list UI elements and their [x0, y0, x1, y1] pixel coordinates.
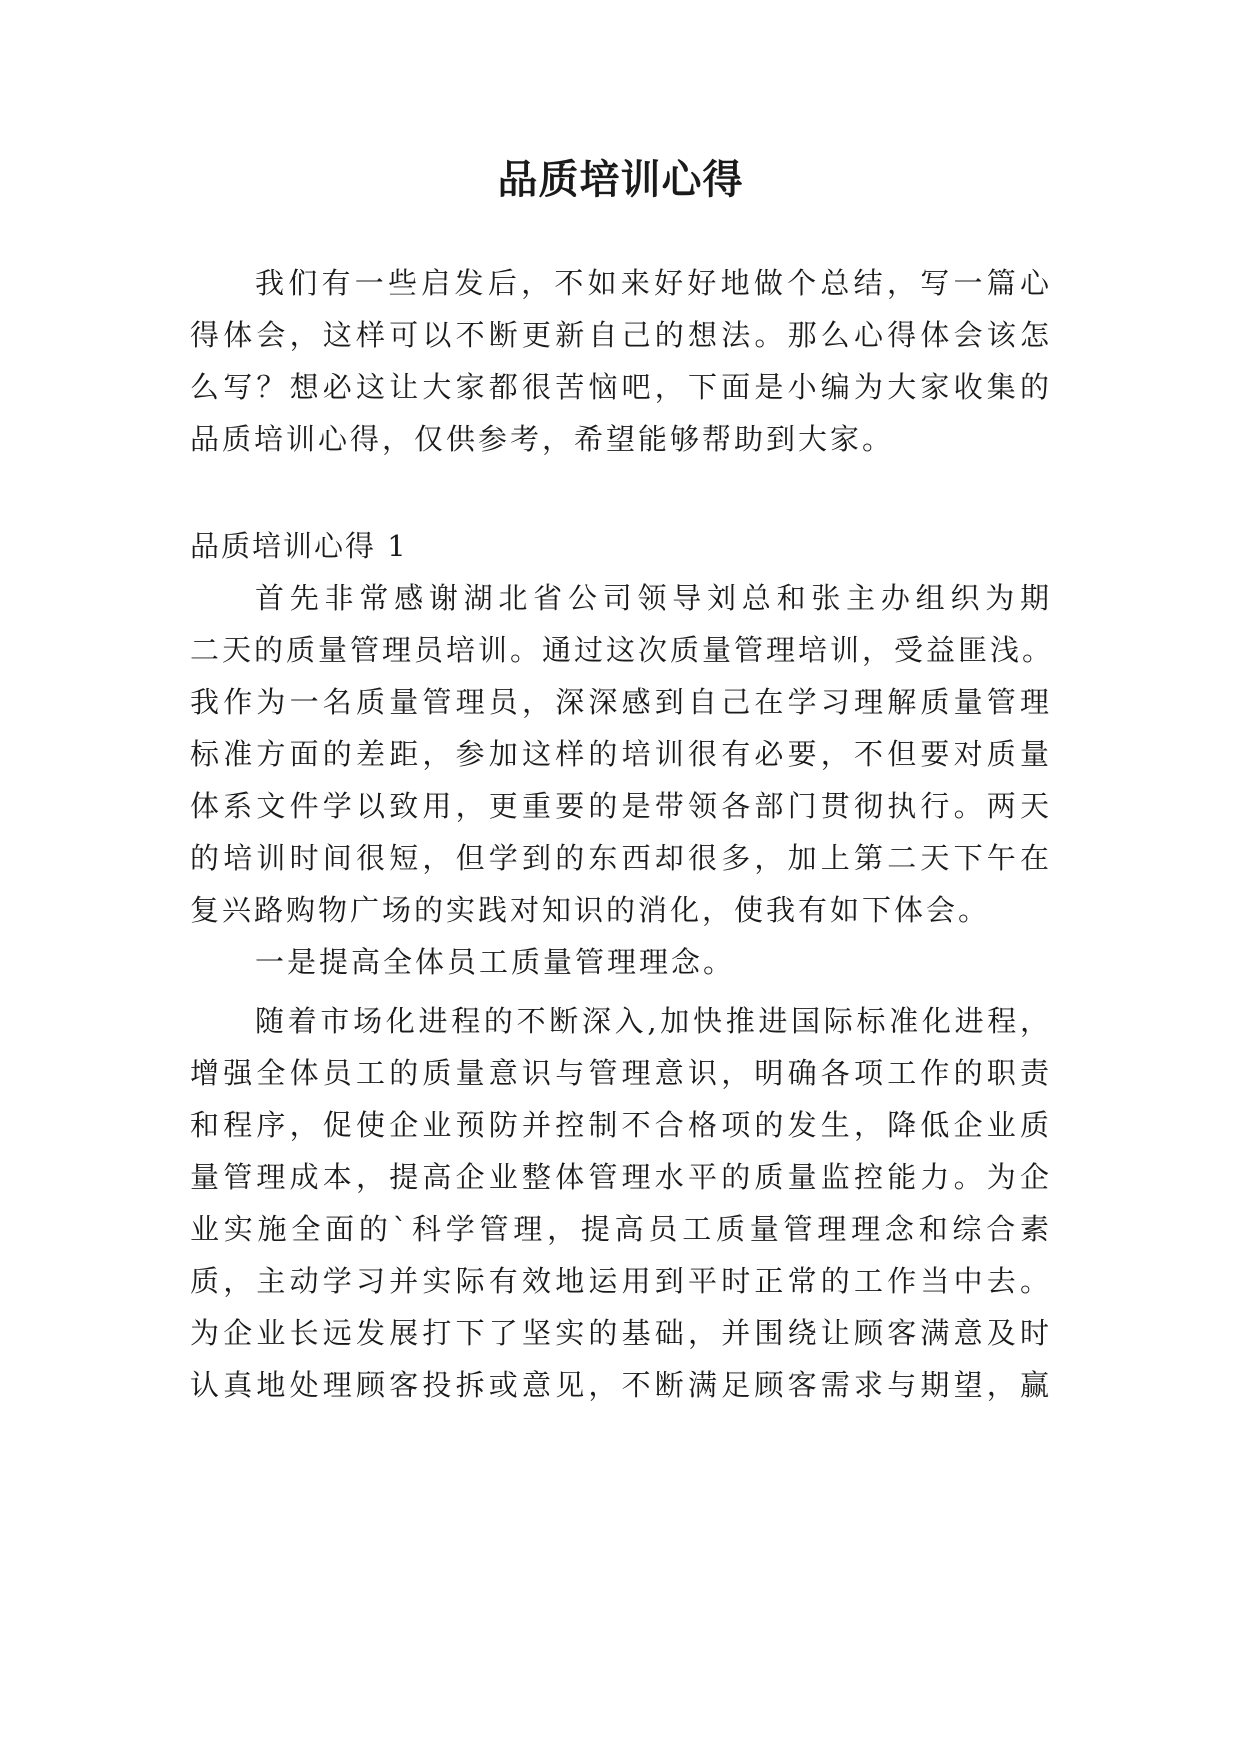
- intro-line: 品质培训心得，仅供参考，希望能够帮助到大家。: [190, 422, 895, 456]
- intro-line: 么写？想必这让大家都很苦恼吧，下面是小编为大家收集的: [190, 370, 1052, 404]
- paragraph-line: 体系文件学以致用，更重要的是带领各部门贯彻执行。两天: [190, 789, 1052, 823]
- intro-line: 我们有一些启发后，不如来好好地做个总结，写一篇心: [255, 266, 1052, 300]
- paragraph-line: 和程序，促使企业预防并控制不合格项的发生，降低企业质: [190, 1108, 1052, 1142]
- paragraph-line: 的培训时间很短，但学到的东西却很多，加上第二天下午在: [190, 841, 1052, 875]
- paragraph-line: 业实施全面的`科学管理，提高员工质量管理理念和综合素: [190, 1212, 1052, 1246]
- paragraph-line: 质，主动学习并实际有效地运用到平时正常的工作当中去。: [190, 1264, 1052, 1298]
- intro-line: 得体会，这样可以不断更新自己的想法。那么心得体会该怎: [190, 318, 1052, 352]
- paragraph-line: 随着市场化进程的不断深入,加快推进国际标准化进程，: [255, 1004, 1052, 1038]
- paragraph-line: 首先非常感谢湖北省公司领导刘总和张主办组织为期: [255, 581, 1052, 615]
- paragraph-line: 认真地处理顾客投拆或意见，不断满足顾客需求与期望，赢: [190, 1368, 1052, 1402]
- paragraph-line: 二天的质量管理员培训。通过这次质量管理培训，受益匪浅。: [190, 633, 1055, 667]
- paragraph-line: 为企业长远发展打下了坚实的基础，并围绕让顾客满意及时: [190, 1316, 1052, 1350]
- paragraph-line: 复兴路购物广场的实践对知识的消化，使我有如下体会。: [190, 893, 991, 927]
- document-title: 品质培训心得: [497, 156, 744, 203]
- point-heading: 一是提高全体员工质量管理理念。: [255, 945, 736, 979]
- section-heading: 品质培训心得 1: [190, 529, 408, 563]
- paragraph-line: 我作为一名质量管理员，深深感到自己在学习理解质量管理: [190, 685, 1052, 719]
- paragraph-line: 量管理成本，提高企业整体管理水平的质量监控能力。为企: [190, 1160, 1052, 1194]
- paragraph-line: 增强全体员工的质量意识与管理意识，明确各项工作的职责: [190, 1056, 1052, 1090]
- paragraph-line: 标准方面的差距，参加这样的培训很有必要，不但要对质量: [190, 737, 1052, 771]
